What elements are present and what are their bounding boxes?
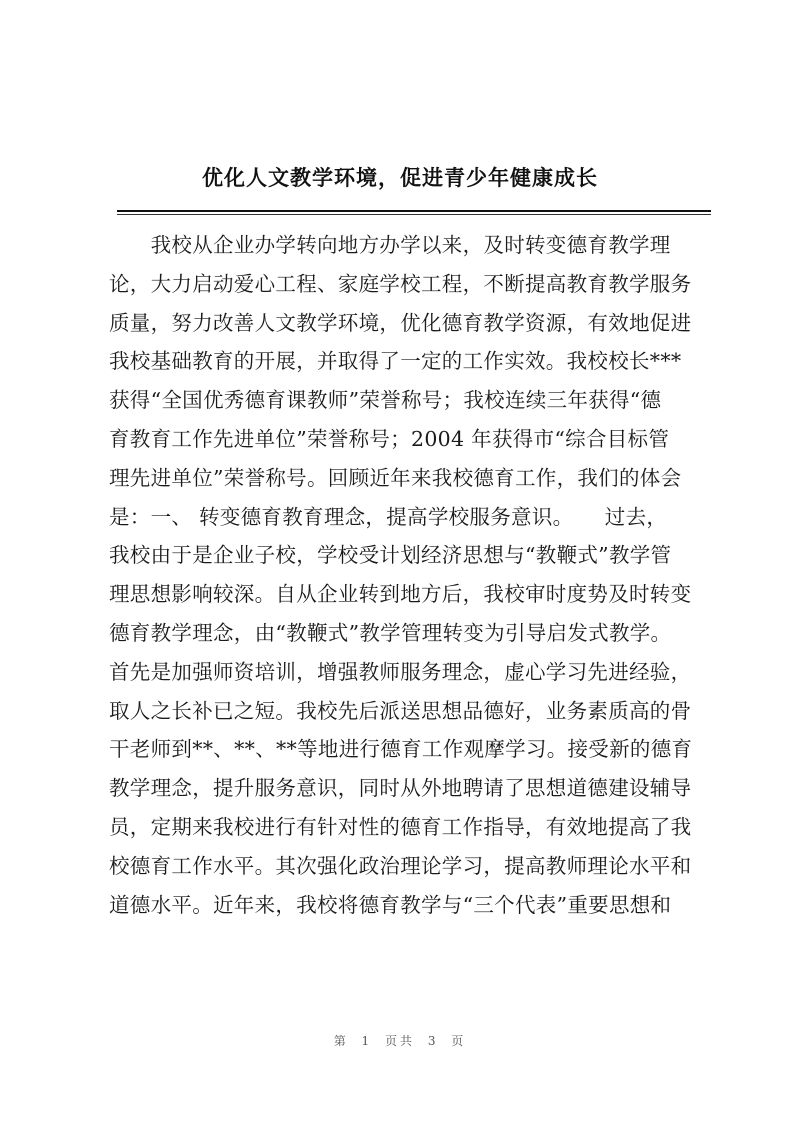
body-line: 德育教学理念，由“教鞭式”教学管理转变为引导启发式教学。 [109,620,672,645]
body-line: 我校由于是企业子校，学校受计划经济思想与“教鞭式”教学管 [109,543,672,568]
body-line: 获得“全国优秀德育课教师”荣誉称号；我校连续三年获得“德 [109,388,662,413]
title-divider-thick [117,210,711,212]
body-line: 教学理念，提升服务意识，同时从外地聘请了思想道德建设辅导 [109,776,692,801]
page-number-footer: 第 1 页共 3 页 [333,1034,467,1048]
body-line: 质量，努力改善人文教学环境，优化德育教学资源，有效地促进 [109,310,692,335]
body-line: 我校从企业办学转向地方办学以来，及时转变德育教学理 [109,233,671,257]
body-line: 理先进单位”荣誉称号。回顾近年来我校德育工作，我们的体会 [109,465,682,490]
body-line: 取人之长补已之短。我校先后派送思想品德好，业务素质高的骨 [109,698,692,723]
title-divider-thin [117,214,711,215]
body-line: 道德水平。近年来，我校将德育教学与“三个代表”重要思想和 [109,892,672,917]
body-line: 首先是加强师资培训，增强教师服务理念，虚心学习先进经验， [109,659,692,684]
body-line: 育教育工作先进单位”荣誉称号；2004 年获得市“综合目标管 [109,426,670,451]
document-title: 优化人文教学环境，促进青少年健康成长 [202,165,598,190]
body-line: 是：一、 转变德育教育理念，提高学校服务意识。 过去， [109,504,668,529]
body-line: 我校基础教育的开展，并取得了一定的工作实效。我校校长*** [109,349,682,374]
body-line: 校德育工作水平。其次强化政治理论学习，提高教师理论水平和 [109,853,692,878]
body-line: 干老师到**、**、**等地进行德育工作观摩学习。接受新的德育 [109,737,693,762]
body-line: 员，定期来我校进行有针对性的德育工作指导，有效地提高了我 [109,814,692,839]
body-line: 论，大力启动爱心工程、家庭学校工程，不断提高教育教学服务 [109,271,692,296]
body-line: 理思想影响较深。自从企业转到地方后，我校审时度势及时转变 [109,582,692,607]
document-body [109,226,711,924]
